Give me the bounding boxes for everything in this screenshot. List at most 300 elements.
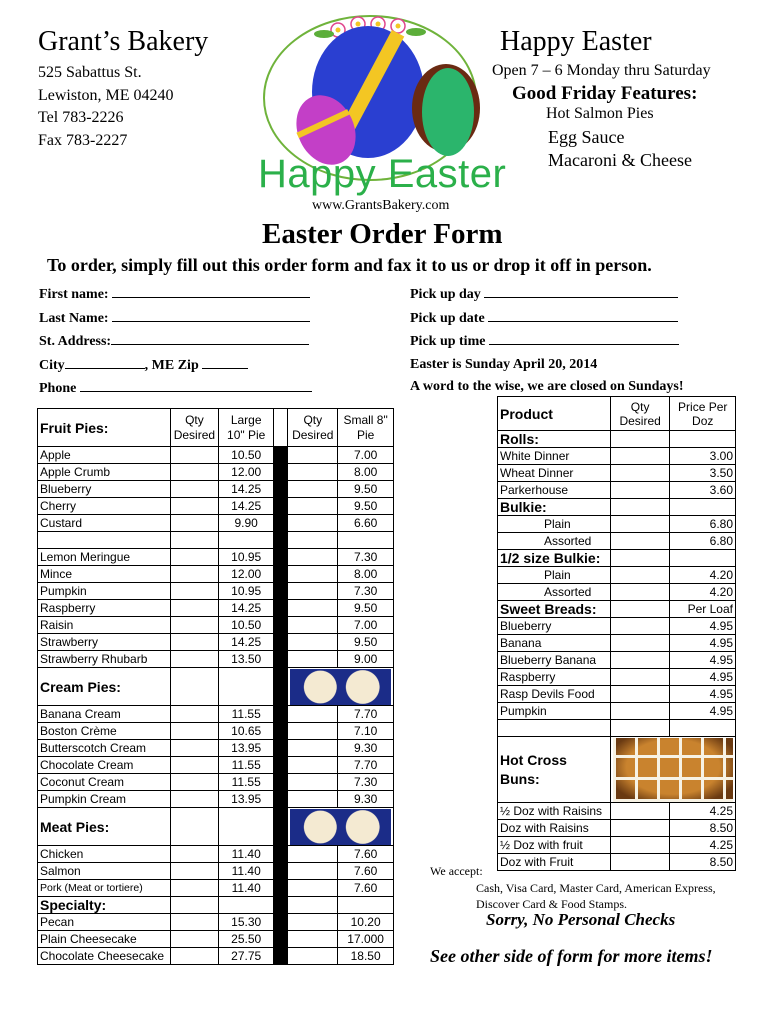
good-friday-title: Good Friday Features: — [512, 83, 698, 104]
last-name-label: Last Name: — [39, 310, 109, 326]
qty-large-input[interactable] — [170, 600, 218, 617]
blank-cell — [218, 532, 274, 549]
product-name: Doz with Raisins — [498, 820, 611, 837]
product-price: 3.60 — [670, 482, 736, 499]
product-price: 8.50 — [670, 854, 736, 871]
qty-small-input[interactable] — [288, 515, 338, 532]
qty-large-input[interactable] — [170, 447, 218, 464]
small-price: 9.50 — [338, 600, 394, 617]
product-price: 4.25 — [670, 837, 736, 854]
blank-cell — [338, 532, 394, 549]
qty-small-input[interactable] — [288, 481, 338, 498]
phone-number: Tel 783-2226 — [38, 109, 124, 126]
large-price: 14.25 — [218, 634, 274, 651]
qty-small-input[interactable] — [288, 914, 338, 931]
pie-row — [38, 498, 394, 515]
qty-input[interactable] — [610, 854, 670, 871]
product-price: 4.95 — [670, 669, 736, 686]
pickup-day-label: Pick up day — [410, 287, 481, 302]
divider-bar — [274, 668, 288, 706]
pie-row — [38, 914, 394, 931]
happy-easter-logo: Happy Easter — [258, 152, 507, 196]
qty-large-input[interactable] — [170, 948, 218, 965]
qty-large-input[interactable] — [170, 634, 218, 651]
pie-name: Raisin — [38, 617, 171, 634]
qty-large-input[interactable] — [170, 549, 218, 566]
qty-small-input[interactable] — [288, 583, 338, 600]
large-price: 10.95 — [218, 549, 274, 566]
payment-methods-line-1: Cash, Visa Card, Master Card, American Express, — [476, 881, 716, 895]
pie-name: Strawberry Rhubarb — [38, 651, 171, 668]
product-name: Blueberry — [498, 618, 611, 635]
blank-cell — [670, 431, 736, 448]
product-row — [498, 820, 736, 837]
blank-cell — [498, 720, 611, 737]
qty-large-input[interactable] — [170, 651, 218, 668]
pie-name: Mince — [38, 566, 171, 583]
product-price: 4.95 — [670, 618, 736, 635]
product-section-row — [498, 601, 736, 618]
small-pie-header: Small 8" Pie — [338, 409, 394, 447]
qty-large-input[interactable] — [170, 791, 218, 808]
qty-input[interactable] — [610, 618, 670, 635]
product-price: 3.00 — [670, 448, 736, 465]
small-price: 9.30 — [338, 791, 394, 808]
product-row — [498, 584, 736, 601]
first-name-field[interactable] — [112, 283, 310, 298]
qty-input[interactable] — [610, 482, 670, 499]
large-price: 14.25 — [218, 600, 274, 617]
address-row — [39, 330, 312, 354]
product-section-row — [498, 431, 736, 448]
divider-bar — [274, 880, 288, 897]
hot-cross-buns-heading: Hot Cross Buns: — [498, 737, 611, 803]
qty-large-input[interactable] — [170, 617, 218, 634]
bakery-contact — [38, 62, 174, 152]
divider-bar — [274, 774, 288, 791]
qty-input[interactable] — [610, 703, 670, 720]
small-price: 7.00 — [338, 447, 394, 464]
last-name-row — [39, 307, 312, 331]
pie-name: Boston Crème — [38, 723, 171, 740]
product-price: 4.95 — [670, 686, 736, 703]
qty-small-input[interactable] — [288, 617, 338, 634]
qty-large-input[interactable] — [170, 880, 218, 897]
pie-row — [38, 757, 394, 774]
happy-easter-heading: Happy Easter — [500, 26, 652, 57]
divider-bar — [274, 863, 288, 880]
qty-input[interactable] — [610, 635, 670, 652]
buns-photo — [610, 737, 735, 803]
pie-name: Butterscotch Cream — [38, 740, 171, 757]
qty-desired-small-header: Qty Desired — [288, 409, 338, 447]
pie-row — [38, 931, 394, 948]
blank-cell — [338, 897, 394, 914]
divider-bar — [274, 634, 288, 651]
product-name: Plain — [498, 516, 611, 533]
large-price: 15.30 — [218, 914, 274, 931]
pie-name: Blueberry — [38, 481, 171, 498]
pickup-time-field[interactable] — [489, 330, 679, 345]
product-row — [498, 533, 736, 550]
qty-large-input[interactable] — [170, 774, 218, 791]
qty-small-input[interactable] — [288, 549, 338, 566]
pie-row — [38, 774, 394, 791]
product-name: Assorted — [498, 533, 611, 550]
qty-input[interactable] — [610, 516, 670, 533]
product-name: Raspberry — [498, 669, 611, 686]
qty-small-input[interactable] — [288, 740, 338, 757]
pickup-date-label: Pick up date — [410, 310, 485, 326]
product-price: 8.50 — [670, 820, 736, 837]
large-price: 11.55 — [218, 774, 274, 791]
pie-row — [38, 481, 394, 498]
pickup-day-row — [410, 283, 684, 307]
large-price: 11.40 — [218, 863, 274, 880]
large-price: 11.55 — [218, 757, 274, 774]
pie-name: Lemon Meringue — [38, 549, 171, 566]
pie-row — [38, 464, 394, 481]
half-bulkie-heading: 1/2 size Bulkie: — [498, 550, 611, 567]
website-url[interactable]: www.GrantsBakery.com — [312, 198, 450, 213]
large-price: 27.75 — [218, 948, 274, 965]
pie-row — [38, 447, 394, 464]
divider-bar — [274, 532, 288, 549]
divider-bar — [274, 757, 288, 774]
small-price: 7.70 — [338, 706, 394, 723]
pie-name: Chicken — [38, 846, 171, 863]
qty-input[interactable] — [610, 533, 670, 550]
we-accept-label: We accept: — [430, 864, 483, 878]
blank-cell — [170, 532, 218, 549]
qty-small-input[interactable] — [288, 651, 338, 668]
product-price: 3.50 — [670, 465, 736, 482]
qty-large-input[interactable] — [170, 481, 218, 498]
small-price: 17.000 — [338, 931, 394, 948]
qty-input[interactable] — [610, 652, 670, 669]
pie-section-row — [38, 808, 394, 846]
cream-pies-heading: Cream Pies: — [38, 668, 171, 706]
pie-row — [38, 566, 394, 583]
qty-input[interactable] — [610, 448, 670, 465]
blank-cell — [610, 431, 670, 448]
pickup-time-label: Pick up time — [410, 334, 486, 349]
qty-small-input[interactable] — [288, 757, 338, 774]
address-line-2: Lewiston, ME 04240 — [38, 86, 174, 104]
small-price: 9.00 — [338, 651, 394, 668]
address-field[interactable] — [111, 330, 309, 345]
price-per-doz-header: Price Per Doz — [670, 397, 736, 431]
qty-small-input[interactable] — [288, 600, 338, 617]
qty-large-input[interactable] — [170, 464, 218, 481]
pie-name: Apple Crumb — [38, 464, 171, 481]
small-price: 7.60 — [338, 846, 394, 863]
small-price: 9.50 — [338, 634, 394, 651]
qty-large-input[interactable] — [170, 566, 218, 583]
pie-row — [38, 740, 394, 757]
small-price: 7.30 — [338, 774, 394, 791]
pie-row — [38, 791, 394, 808]
pie-row — [38, 846, 394, 863]
small-price: 10.20 — [338, 914, 394, 931]
divider-bar — [274, 447, 288, 464]
small-price: 7.30 — [338, 549, 394, 566]
store-hours: Open 7 – 6 Monday thru Saturday — [492, 62, 711, 79]
spacer-col — [274, 409, 288, 447]
product-row — [498, 837, 736, 854]
divider-bar — [274, 914, 288, 931]
good-friday-item-3: Macaroni & Cheese — [548, 150, 692, 170]
product-row — [498, 854, 736, 871]
rolls-heading: Rolls: — [498, 431, 611, 448]
zip-field[interactable] — [202, 354, 248, 369]
blank-cell — [218, 668, 274, 706]
pie-name: Banana Cream — [38, 706, 171, 723]
qty-small-input[interactable] — [288, 566, 338, 583]
pies-header-row — [38, 409, 394, 447]
divider-bar — [274, 740, 288, 757]
pie-name: Raspberry — [38, 600, 171, 617]
small-price: 8.00 — [338, 566, 394, 583]
pie-row — [38, 583, 394, 600]
pie-name: Salmon — [38, 863, 171, 880]
qty-small-input[interactable] — [288, 634, 338, 651]
large-price: 11.40 — [218, 880, 274, 897]
pie-name: Custard — [38, 515, 171, 532]
divider-bar — [274, 931, 288, 948]
qty-small-input[interactable] — [288, 723, 338, 740]
phone-field[interactable] — [80, 377, 312, 392]
large-price: 14.25 — [218, 481, 274, 498]
product-name: Blueberry Banana — [498, 652, 611, 669]
blank-cell — [170, 897, 218, 914]
qty-large-input[interactable] — [170, 583, 218, 600]
pie-row — [38, 651, 394, 668]
blank-cell — [610, 499, 670, 516]
divider-bar — [274, 549, 288, 566]
pickup-fields — [410, 283, 684, 399]
qty-input[interactable] — [610, 686, 670, 703]
pie-row — [38, 723, 394, 740]
bulkie-heading: Bulkie: — [498, 499, 611, 516]
fax-number: Fax 783-2227 — [38, 131, 128, 149]
product-name: Pumpkin — [498, 703, 611, 720]
product-name: ½ Doz with fruit — [498, 837, 611, 854]
city-field[interactable] — [65, 354, 145, 369]
qty-small-input[interactable] — [288, 464, 338, 481]
product-row — [498, 652, 736, 669]
product-name: Rasp Devils Food — [498, 686, 611, 703]
product-price: 6.80 — [670, 533, 736, 550]
product-row — [498, 803, 736, 820]
qty-small-input[interactable] — [288, 846, 338, 863]
blank-cell — [670, 550, 736, 567]
divider-bar — [274, 498, 288, 515]
blank-row — [498, 720, 736, 737]
divider-bar — [274, 791, 288, 808]
pickup-day-field[interactable] — [484, 283, 678, 298]
qty-input[interactable] — [610, 567, 670, 584]
address-line-1: 525 Sabattus St. — [38, 64, 142, 81]
hot-cross-buns-row — [498, 737, 736, 803]
specialty-heading: Specialty: — [38, 897, 171, 914]
product-price: 4.20 — [670, 567, 736, 584]
product-price: 6.80 — [670, 516, 736, 533]
small-price: 7.60 — [338, 863, 394, 880]
qty-large-input[interactable] — [170, 931, 218, 948]
qty-input[interactable] — [610, 820, 670, 837]
qty-small-input[interactable] — [288, 863, 338, 880]
blank-cell — [670, 720, 736, 737]
pie-name: Chocolate Cream — [38, 757, 171, 774]
qty-small-input[interactable] — [288, 706, 338, 723]
form-title: Easter Order Form — [262, 218, 503, 250]
product-price: 4.95 — [670, 652, 736, 669]
divider-bar — [274, 464, 288, 481]
blank-cell — [670, 499, 736, 516]
address-label: St. Address: — [39, 334, 112, 349]
divider-bar — [274, 583, 288, 600]
divider-bar — [274, 600, 288, 617]
pickup-date-row — [410, 307, 684, 331]
products-header-row — [498, 397, 736, 431]
qty-input[interactable] — [610, 669, 670, 686]
pickup-date-field[interactable] — [488, 307, 678, 322]
blank-cell — [170, 668, 218, 706]
blank-cell — [610, 601, 670, 618]
hot-cross-buns-photo — [613, 738, 733, 802]
per-loaf-label: Per Loaf — [670, 601, 736, 618]
product-row — [498, 635, 736, 652]
product-price: 4.95 — [670, 635, 736, 652]
large-price: 10.95 — [218, 583, 274, 600]
product-name: Banana — [498, 635, 611, 652]
product-row — [498, 618, 736, 635]
pie-name: Pork (Meat or tortiere) — [38, 880, 171, 897]
last-name-field[interactable] — [112, 307, 310, 322]
pie-name: Coconut Cream — [38, 774, 171, 791]
blank-cell — [170, 808, 218, 846]
pickup-time-row — [410, 330, 684, 354]
large-price: 9.90 — [218, 515, 274, 532]
product-name: White Dinner — [498, 448, 611, 465]
large-price: 13.50 — [218, 651, 274, 668]
product-section-row — [498, 499, 736, 516]
pie-name: Cherry — [38, 498, 171, 515]
qty-desired-large-header: Qty Desired — [170, 409, 218, 447]
easter-date-note: Easter is Sunday April 20, 2014 — [410, 356, 598, 372]
see-other-side-note: See other side of form for more items! — [430, 946, 713, 966]
pie-row — [38, 549, 394, 566]
qty-small-input[interactable] — [288, 774, 338, 791]
pie-row — [38, 880, 394, 897]
pie-photo — [288, 668, 394, 706]
qty-large-input[interactable] — [170, 498, 218, 515]
payment-methods — [476, 880, 716, 912]
product-row — [498, 465, 736, 482]
no-checks-note: Sorry, No Personal Checks — [486, 910, 676, 929]
pie-row — [38, 617, 394, 634]
divider-bar — [274, 651, 288, 668]
product-row — [498, 703, 736, 720]
qty-input[interactable] — [610, 837, 670, 854]
first-name-row — [39, 283, 312, 307]
small-price: 7.00 — [338, 617, 394, 634]
pie-name: Chocolate Cheesecake — [38, 948, 171, 965]
small-price: 9.50 — [338, 481, 394, 498]
pie-name: Pumpkin — [38, 583, 171, 600]
product-header: Product — [498, 397, 611, 431]
qty-small-input[interactable] — [288, 498, 338, 515]
qty-large-input[interactable] — [170, 846, 218, 863]
product-row — [498, 567, 736, 584]
qty-large-input[interactable] — [170, 723, 218, 740]
product-section-row — [498, 550, 736, 567]
fruit-pies-heading: Fruit Pies: — [38, 409, 171, 447]
small-price: 7.60 — [338, 880, 394, 897]
qty-small-input[interactable] — [288, 447, 338, 464]
pie-row — [38, 600, 394, 617]
large-price: 11.55 — [218, 706, 274, 723]
qty-input[interactable] — [610, 584, 670, 601]
qty-large-input[interactable] — [170, 863, 218, 880]
good-friday-item-1: Hot Salmon Pies — [546, 105, 654, 122]
product-row — [498, 669, 736, 686]
product-row — [498, 686, 736, 703]
qty-small-input[interactable] — [288, 791, 338, 808]
product-price: 4.25 — [670, 803, 736, 820]
pie-photo-image — [290, 809, 391, 845]
qty-input[interactable] — [610, 465, 670, 482]
phone-row — [39, 377, 312, 401]
large-pie-header: Large 10" Pie — [218, 409, 274, 447]
blank-cell — [218, 808, 274, 846]
product-name: Doz with Fruit — [498, 854, 611, 871]
meat-pies-heading: Meat Pies: — [38, 808, 171, 846]
qty-small-input[interactable] — [288, 880, 338, 897]
blank-cell — [288, 897, 338, 914]
large-price: 10.50 — [218, 617, 274, 634]
pie-photo-image — [290, 669, 391, 705]
qty-small-input[interactable] — [288, 948, 338, 965]
qty-large-input[interactable] — [170, 914, 218, 931]
small-price: 7.70 — [338, 757, 394, 774]
divider-bar — [274, 481, 288, 498]
qty-large-input[interactable] — [170, 757, 218, 774]
pies-table — [37, 408, 394, 965]
pie-name: Pecan — [38, 914, 171, 931]
qty-input[interactable] — [610, 803, 670, 820]
small-price: 8.00 — [338, 464, 394, 481]
divider-bar — [274, 706, 288, 723]
small-price: 7.30 — [338, 583, 394, 600]
good-friday-item-2: Egg Sauce — [548, 127, 625, 147]
product-name: Wheat Dinner — [498, 465, 611, 482]
qty-large-input[interactable] — [170, 706, 218, 723]
qty-small-input[interactable] — [288, 931, 338, 948]
phone-label: Phone — [39, 381, 77, 396]
blank-cell — [610, 720, 670, 737]
divider-bar — [274, 808, 288, 846]
product-price: 4.20 — [670, 584, 736, 601]
qty-large-input[interactable] — [170, 515, 218, 532]
divider-bar — [274, 897, 288, 914]
qty-desired-header: Qty Desired — [610, 397, 670, 431]
qty-large-input[interactable] — [170, 740, 218, 757]
closed-sundays-note: A word to the wise, we are closed on Sundays! — [410, 379, 684, 394]
large-price: 10.65 — [218, 723, 274, 740]
state-zip-label: , ME Zip — [144, 357, 199, 373]
